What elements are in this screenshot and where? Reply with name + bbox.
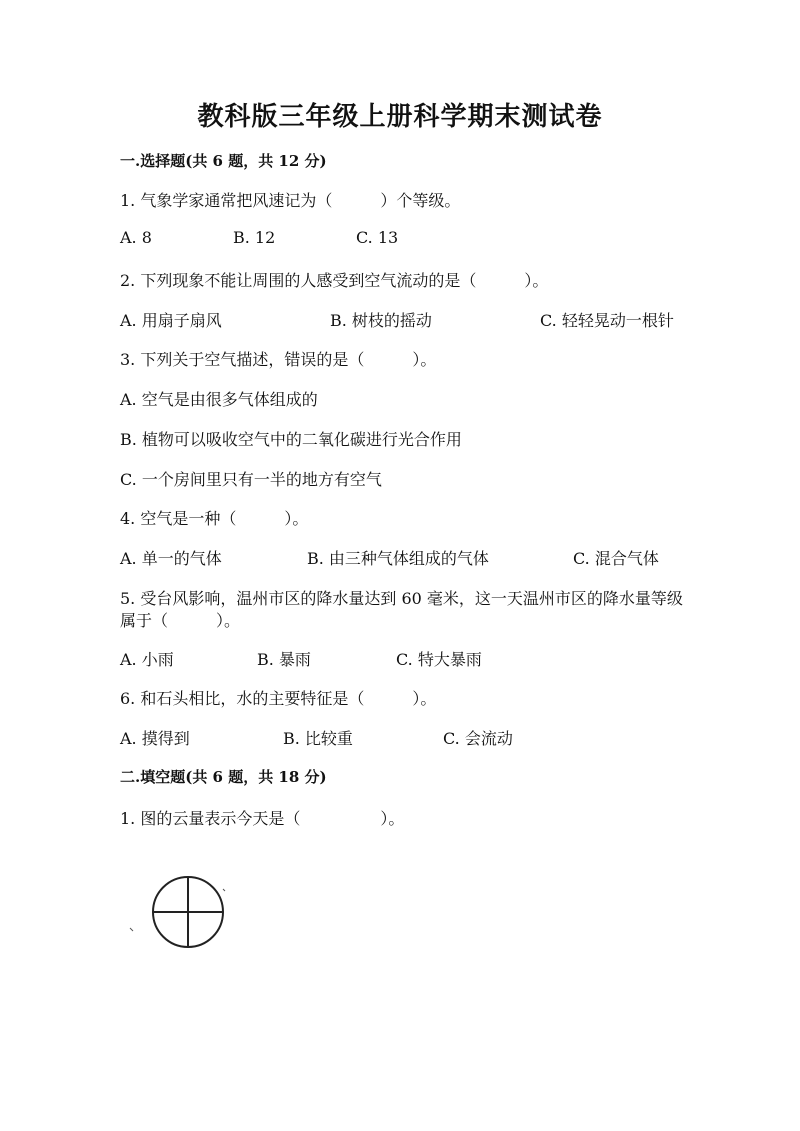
question-stem-line-1: 5. 受台风影响，温州市区的降水量达到 60 毫米，这一天温州市区的降水量等级: [120, 589, 683, 608]
question-stem: 1. 图的云量表示今天是（ ）。: [120, 809, 405, 828]
question-stem: 3. 下列关于空气描述，错误的是（ ）。: [120, 350, 437, 369]
question-stem: 4. 空气是一种（ ）。: [120, 509, 309, 528]
option-c: C. 轻轻晃动一根针: [540, 311, 674, 330]
option-a: A. 单一的气体: [120, 549, 222, 568]
option-b: B. 植物可以吸收空气中的二氧化碳进行光合作用: [120, 430, 462, 449]
option-b: B. 12: [233, 228, 276, 247]
cloud-cover-symbol-icon: [125, 870, 235, 950]
page-title: 教科版三年级上册科学期末测试卷: [197, 102, 603, 132]
question-stem: 6. 和石头相比，水的主要特征是（ ）。: [120, 689, 437, 708]
question-stem: 2. 下列现象不能让周围的人感受到空气流动的是（ ）。: [120, 271, 549, 290]
option-b: B. 树枝的摇动: [330, 311, 432, 330]
option-a: A. 小雨: [120, 650, 174, 669]
option-a: A. 空气是由很多气体组成的: [120, 390, 318, 409]
option-c: C. 13: [356, 228, 399, 247]
option-b: B. 暴雨: [257, 650, 311, 669]
option-c: C. 一个房间里只有一半的地方有空气: [120, 470, 382, 489]
option-a: A. 摸得到: [120, 729, 190, 748]
section-heading-choice: 一.选择题(共 6 题，共 12 分): [120, 152, 327, 170]
option-a: A. 用扇子扇风: [120, 311, 222, 330]
section-heading-fill-blank: 二.填空题(共 6 题，共 18 分): [120, 768, 327, 786]
option-a: A. 8: [120, 228, 152, 247]
option-b: B. 比较重: [283, 729, 353, 748]
option-c: C. 特大暴雨: [396, 650, 482, 669]
cloud-cover-figure: [125, 870, 235, 954]
option-b: B. 由三种气体组成的气体: [307, 549, 489, 568]
question-stem-line-2: 属于（ ）。: [120, 611, 241, 630]
option-c: C. 混合气体: [573, 549, 659, 568]
question-stem: 1. 气象学家通常把风速记为（ ）个等级。: [120, 191, 461, 210]
option-c: C. 会流动: [443, 729, 513, 748]
